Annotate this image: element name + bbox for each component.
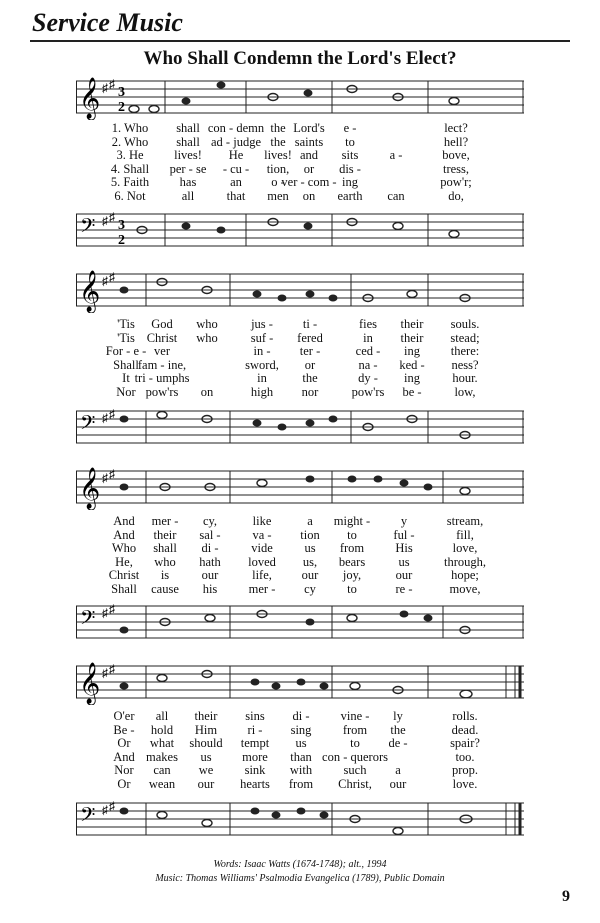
lyric-syllable: 6. Not bbox=[114, 189, 146, 203]
svg-text:♯: ♯ bbox=[102, 471, 108, 485]
lyric-syllable: move, bbox=[449, 582, 481, 596]
lyric-syllable: lect? bbox=[444, 121, 468, 135]
lyric-syllable: from bbox=[339, 541, 365, 556]
lyric-syllable: in bbox=[257, 371, 267, 386]
lyric-syllable: our bbox=[389, 777, 407, 791]
lyric-syllable: cy bbox=[304, 582, 316, 596]
lyric-syllable: the bbox=[302, 371, 318, 386]
lyric-syllable: our bbox=[395, 568, 413, 583]
lyric-syllable: He, bbox=[115, 554, 133, 569]
svg-text:♯: ♯ bbox=[102, 803, 108, 817]
lyric-syllable: ing bbox=[342, 175, 358, 190]
lyric-syllable: fam - ine, bbox=[137, 357, 187, 372]
lyric-syllable: ti - bbox=[302, 317, 318, 331]
lyric-syllable: di - bbox=[201, 541, 219, 556]
lyric-syllable: do, bbox=[448, 189, 464, 203]
lyric-syllable: like bbox=[252, 514, 272, 528]
lyric-syllable: his bbox=[202, 582, 218, 596]
verse-line bbox=[0, 135, 600, 149]
verse-line bbox=[0, 568, 600, 582]
lyric-syllable: or bbox=[304, 357, 316, 372]
lyric-syllable: and bbox=[299, 148, 319, 163]
lyric-syllable: an bbox=[230, 175, 242, 190]
lyric-syllable: suf - bbox=[250, 330, 274, 345]
lyric-syllable: Him bbox=[194, 722, 218, 737]
lyric-syllable: con - demn bbox=[207, 121, 265, 135]
lyric-syllable: 3. He bbox=[116, 148, 144, 163]
lyric-syllable: is bbox=[160, 568, 170, 583]
lyric-syllable: God bbox=[151, 317, 173, 331]
verse-line bbox=[0, 121, 600, 135]
lyric-syllable: It bbox=[122, 371, 130, 386]
lyric-syllable: pow'r; bbox=[440, 175, 472, 190]
lyric-syllable: sing bbox=[290, 722, 312, 737]
svg-text:♯: ♯ bbox=[109, 407, 115, 421]
lyric-syllable: tion bbox=[300, 527, 320, 542]
svg-text:2: 2 bbox=[118, 233, 125, 248]
lyric-syllable: pow'rs bbox=[351, 385, 385, 399]
lyric-syllable: makes bbox=[146, 749, 178, 764]
lyric-syllable: mer - bbox=[248, 582, 276, 596]
lyric-syllable: 'Tis bbox=[117, 317, 135, 331]
lyric-syllable: that bbox=[226, 189, 246, 203]
svg-text:♯: ♯ bbox=[102, 666, 108, 680]
lyric-syllable: y bbox=[400, 514, 408, 528]
lyric-syllable: His bbox=[395, 541, 413, 556]
lyric-syllable: hour. bbox=[452, 371, 478, 386]
lyric-syllable: love, bbox=[452, 541, 478, 556]
lyric-syllable: might - bbox=[333, 514, 371, 528]
lyric-syllable: their bbox=[400, 330, 424, 345]
lyric-syllable: Lord's bbox=[293, 121, 325, 135]
lyric-syllable: our bbox=[301, 568, 319, 583]
verse-line bbox=[0, 528, 600, 542]
lyric-syllable: O'er bbox=[113, 709, 135, 723]
lyric-syllable: tempt bbox=[240, 736, 270, 751]
lyric-syllable: hearts bbox=[240, 777, 270, 791]
lyric-syllable: re - bbox=[395, 582, 413, 596]
lyric-syllable: ver - com - bbox=[281, 175, 337, 190]
lyric-syllable: or bbox=[303, 161, 315, 176]
lyric-syllable: all bbox=[181, 189, 195, 203]
lyric-syllable: saints bbox=[294, 134, 324, 149]
verse-line bbox=[0, 723, 600, 737]
lyric-syllable: And bbox=[113, 514, 135, 528]
lyric-syllable: Nor bbox=[116, 385, 136, 399]
lyric-syllable: He bbox=[228, 148, 244, 163]
lyric-syllable: ness? bbox=[451, 357, 479, 372]
bass-staff-1 bbox=[76, 208, 524, 253]
lyric-syllable: sits bbox=[341, 148, 359, 163]
bass-staff-4 bbox=[76, 797, 524, 842]
lyric-syllable: has bbox=[179, 175, 197, 190]
verse-line bbox=[0, 385, 600, 399]
lyric-syllable: na - bbox=[358, 357, 378, 372]
lyric-syllable: de - bbox=[388, 736, 408, 751]
lyric-syllable: from bbox=[342, 722, 368, 737]
svg-text:♯: ♯ bbox=[102, 606, 108, 620]
svg-text:𝄢: 𝄢 bbox=[80, 411, 96, 439]
lyric-syllable: ad - judge bbox=[211, 134, 261, 149]
lyric-syllable: from bbox=[288, 777, 314, 791]
lyric-syllable: shall bbox=[176, 121, 200, 135]
lyric-syllable: Christ, bbox=[338, 777, 372, 791]
lyric-syllable: 4. Shall bbox=[110, 161, 150, 176]
lyric-syllable: to bbox=[347, 527, 357, 542]
section-header: Service Music bbox=[32, 8, 183, 37]
svg-text:♯: ♯ bbox=[109, 210, 115, 224]
lyric-syllable: ly bbox=[393, 709, 403, 723]
lyric-syllable: nor bbox=[301, 385, 319, 399]
verse-line bbox=[0, 148, 600, 162]
lyric-syllable: lives! bbox=[264, 148, 292, 163]
lyric-syllable: earth bbox=[337, 189, 363, 203]
verse-line bbox=[0, 317, 600, 331]
lyric-syllable: can bbox=[387, 189, 405, 203]
svg-text:𝄢: 𝄢 bbox=[80, 214, 96, 242]
lyric-syllable: high bbox=[250, 385, 274, 399]
lyric-syllable: pow'rs bbox=[145, 385, 179, 399]
lyric-syllable: hold bbox=[150, 722, 174, 737]
lyric-syllable: va - bbox=[252, 527, 272, 542]
lyric-syllable: e - bbox=[343, 121, 357, 135]
page-number: 9 bbox=[562, 888, 570, 905]
lyric-syllable: fill, bbox=[456, 527, 474, 542]
lyric-syllable: hell? bbox=[443, 134, 469, 149]
svg-text:♯: ♯ bbox=[109, 467, 115, 481]
lyric-syllable: ri - bbox=[247, 722, 263, 737]
lyric-syllable: ced - bbox=[355, 344, 381, 359]
lyric-syllable: a - bbox=[389, 148, 403, 163]
bass-staff-3 bbox=[76, 600, 524, 645]
lyric-syllable: lives! bbox=[174, 148, 202, 163]
svg-text:♯: ♯ bbox=[102, 411, 108, 425]
lyric-syllable: who bbox=[196, 330, 218, 345]
lyric-syllable: their bbox=[194, 709, 218, 723]
svg-text:3: 3 bbox=[118, 218, 125, 233]
lyric-syllable: tri - umphs bbox=[134, 371, 190, 386]
verse-line bbox=[0, 763, 600, 777]
lyric-syllable: stead; bbox=[450, 330, 480, 345]
verse-line bbox=[0, 175, 600, 189]
verse-line bbox=[0, 371, 600, 385]
lyric-syllable: a bbox=[307, 514, 313, 528]
header-rule bbox=[30, 40, 570, 42]
verse-line bbox=[0, 189, 600, 203]
lyric-syllable: sal - bbox=[199, 527, 221, 542]
lyric-syllable: Christ bbox=[146, 330, 178, 345]
lyric-syllable: can bbox=[153, 763, 171, 778]
lyric-syllable: vine - bbox=[340, 709, 370, 723]
lyric-syllable: prop. bbox=[451, 763, 479, 778]
lyric-syllable: jus - bbox=[251, 317, 273, 331]
words-credit: Words: Isaac Watts (1674-1748); alt., 1994 bbox=[213, 859, 387, 870]
verse-line bbox=[0, 514, 600, 528]
lyric-syllable: And bbox=[113, 527, 135, 542]
svg-text:♯: ♯ bbox=[109, 799, 115, 813]
lyric-syllable: Or bbox=[117, 777, 131, 791]
bass-staff-2 bbox=[76, 405, 524, 450]
lyric-syllable: men bbox=[267, 189, 289, 203]
lyric-syllable: low, bbox=[454, 385, 476, 399]
lyric-syllable: than bbox=[290, 749, 312, 764]
verse-line bbox=[0, 555, 600, 569]
lyric-syllable: per - se bbox=[169, 161, 207, 176]
lyric-syllable: fies bbox=[358, 317, 378, 331]
lyric-syllable: to bbox=[345, 134, 355, 149]
verse-line bbox=[0, 736, 600, 750]
verse-line bbox=[0, 344, 600, 358]
lyric-syllable: Or bbox=[117, 736, 131, 751]
verse-line bbox=[0, 541, 600, 555]
verse-line bbox=[0, 709, 600, 723]
lyric-syllable: souls. bbox=[450, 317, 480, 331]
svg-text:𝄢: 𝄢 bbox=[80, 803, 96, 831]
lyric-syllable: sink bbox=[244, 763, 266, 778]
lyric-syllable: such bbox=[343, 763, 367, 778]
lyric-syllable: vide bbox=[251, 541, 273, 556]
svg-text:♯: ♯ bbox=[109, 77, 115, 91]
treble-staff-2 bbox=[76, 268, 524, 313]
svg-text:♯: ♯ bbox=[109, 602, 115, 616]
lyric-syllable: to bbox=[347, 582, 357, 596]
lyric-syllable: sword, bbox=[245, 357, 279, 372]
lyric-syllable: too. bbox=[455, 749, 475, 764]
lyric-syllable: stream, bbox=[446, 514, 484, 528]
lyric-syllable: dead. bbox=[451, 722, 479, 737]
lyric-syllable: ful - bbox=[393, 527, 415, 542]
lyric-syllable: us bbox=[295, 736, 307, 751]
svg-text:♯: ♯ bbox=[109, 270, 115, 284]
lyric-syllable: con - querors bbox=[322, 749, 388, 764]
lyric-syllable: di - bbox=[292, 709, 310, 723]
lyric-syllable: shall bbox=[153, 541, 177, 556]
lyric-syllable: bove, bbox=[442, 148, 470, 163]
lyric-syllable: there: bbox=[450, 344, 480, 359]
lyric-syllable: to bbox=[350, 736, 360, 751]
svg-text:♯: ♯ bbox=[109, 662, 115, 676]
lyric-syllable: 5. Faith bbox=[110, 175, 150, 190]
lyric-syllable: the bbox=[270, 121, 286, 135]
lyric-syllable: through, bbox=[443, 554, 487, 569]
lyric-syllable: in bbox=[363, 330, 373, 345]
lyric-syllable: dis - bbox=[339, 161, 361, 176]
lyric-syllable: shall bbox=[176, 134, 200, 149]
svg-text:♯: ♯ bbox=[102, 214, 108, 228]
lyric-syllable: the bbox=[390, 722, 406, 737]
lyric-syllable: Shall bbox=[113, 357, 139, 372]
lyric-syllable: For - e - bbox=[105, 344, 147, 359]
lyric-syllable: cy, bbox=[202, 514, 218, 528]
lyric-syllable: us bbox=[200, 749, 212, 764]
lyric-syllable: 1. Who bbox=[111, 121, 149, 135]
lyric-syllable: a bbox=[395, 763, 401, 778]
verse-line bbox=[0, 162, 600, 176]
svg-text:2: 2 bbox=[118, 100, 125, 115]
lyric-syllable: Christ bbox=[108, 568, 140, 583]
lyric-syllable: who bbox=[196, 317, 218, 331]
lyric-syllable: their bbox=[400, 317, 424, 331]
lyric-syllable: be - bbox=[402, 385, 422, 399]
lyric-syllable: all bbox=[155, 709, 169, 723]
credits bbox=[0, 858, 600, 886]
lyric-syllable: us bbox=[304, 541, 316, 556]
lyric-syllable: And bbox=[113, 749, 135, 764]
lyric-syllable: cause bbox=[151, 582, 179, 596]
lyric-syllable: the bbox=[270, 134, 286, 149]
svg-text:𝄞: 𝄞 bbox=[79, 663, 101, 704]
lyric-syllable: our bbox=[197, 777, 215, 791]
verse-line bbox=[0, 331, 600, 345]
lyric-syllable: love. bbox=[452, 777, 478, 791]
svg-text:𝄞: 𝄞 bbox=[79, 78, 101, 119]
treble-staff-1 bbox=[76, 75, 524, 120]
lyric-syllable: sins bbox=[245, 709, 265, 723]
treble-staff-4 bbox=[76, 660, 524, 705]
lyric-syllable: fered bbox=[297, 330, 323, 345]
svg-text:♯: ♯ bbox=[102, 81, 108, 95]
lyric-syllable: our bbox=[201, 568, 219, 583]
lyric-syllable: life, bbox=[252, 568, 272, 583]
lyric-syllable: more bbox=[242, 749, 268, 764]
lyric-syllable: what bbox=[149, 736, 175, 751]
lyric-syllable: Be - bbox=[113, 722, 135, 737]
hymn-title: Who Shall Condemn the Lord's Elect? bbox=[143, 48, 457, 69]
lyric-syllable: hope; bbox=[451, 568, 479, 583]
svg-text:3: 3 bbox=[118, 85, 125, 100]
svg-text:𝄞: 𝄞 bbox=[79, 468, 101, 509]
lyric-syllable: Shall bbox=[111, 582, 137, 596]
lyric-syllable: us bbox=[398, 554, 410, 569]
lyric-syllable: Who bbox=[111, 541, 137, 556]
lyric-syllable: on bbox=[200, 385, 214, 399]
lyric-syllable: with bbox=[289, 763, 313, 778]
lyric-syllable: o - bbox=[271, 175, 285, 190]
lyric-syllable: 'Tis bbox=[117, 330, 135, 345]
verse-line bbox=[0, 777, 600, 791]
lyric-syllable: ver bbox=[154, 344, 170, 359]
lyric-syllable: on bbox=[302, 189, 316, 203]
lyric-syllable: - cu - bbox=[222, 161, 250, 176]
lyric-syllable: should bbox=[189, 736, 223, 751]
lyric-syllable: bears bbox=[338, 554, 366, 569]
svg-text:𝄢: 𝄢 bbox=[80, 606, 96, 634]
lyric-syllable: tion, bbox=[266, 161, 290, 176]
lyric-syllable: in - bbox=[253, 344, 271, 359]
lyric-syllable: rolls. bbox=[452, 709, 478, 723]
lyric-syllable: hath bbox=[199, 554, 221, 569]
verse-line bbox=[0, 750, 600, 764]
lyric-syllable: loved bbox=[248, 554, 276, 569]
lyric-syllable: spair? bbox=[450, 736, 480, 751]
svg-text:♯: ♯ bbox=[102, 274, 108, 288]
lyric-syllable: dy - bbox=[358, 371, 378, 386]
lyric-syllable: tress, bbox=[442, 161, 470, 176]
lyric-syllable: ked - bbox=[399, 357, 425, 372]
verse-line bbox=[0, 358, 600, 372]
svg-text:𝄞: 𝄞 bbox=[79, 271, 101, 312]
lyric-syllable: ter - bbox=[299, 344, 321, 359]
lyric-syllable: ing bbox=[404, 371, 420, 386]
lyric-syllable: 2. Who bbox=[111, 134, 149, 149]
lyric-syllable: ing bbox=[404, 344, 420, 359]
lyric-syllable: Nor bbox=[114, 763, 134, 778]
lyric-syllable: joy, bbox=[342, 568, 362, 583]
treble-staff-3 bbox=[76, 465, 524, 510]
music-credit: Music: Thomas Williams' Psalmodia Evangelica (1789), Public Domain bbox=[155, 873, 445, 884]
lyric-syllable: wean bbox=[148, 777, 176, 791]
lyric-syllable: we bbox=[198, 763, 214, 778]
verse-line bbox=[0, 582, 600, 596]
lyric-syllable: their bbox=[153, 527, 177, 542]
lyric-syllable: who bbox=[154, 554, 176, 569]
lyric-syllable: us, bbox=[302, 554, 318, 569]
lyric-syllable: mer - bbox=[151, 514, 179, 528]
